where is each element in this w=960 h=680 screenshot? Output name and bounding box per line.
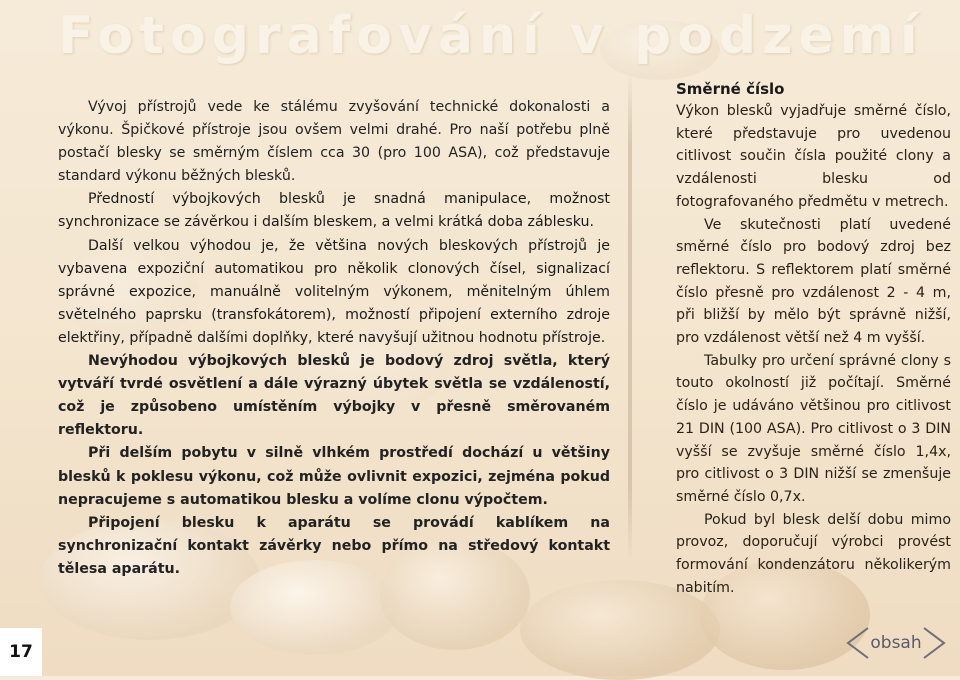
main-text-column [58,96,610,581]
paragraph: Další velkou výhodou je, že většina nových bleskových přístrojů je vybavena expoziční automatikou pro několik clonových čísel, signalizací správné expozice, manuálně volitelným výkonem, měnitelným úhlem světelného paprsku (transfokátorem), možností připojení externího zdroje elektřiny, případně dalšími doplňky, které navyšují užitnou hodnotu přístroje. [58,237,610,346]
sidebar-heading: Směrné číslo [676,80,785,98]
contents-nav-button[interactable] [842,626,950,660]
paragraph: Ve skutečnosti platí uvedené směrné číslo pro bodový zdroj bez reflektoru. S reflektorem platí směrné číslo přesně pro vzdálenost 2 - 4 m, při bližší by mělo být správně nižší, pro vzdálenost větší než 4 m vyšší. [676,216,951,347]
page-title: Fotografování v podzemí [58,6,924,66]
page-number: 17 [0,628,42,676]
paragraph: Pokud byl blesk delší dobu mimo provoz, doporučují výrobci provést formování kondenzátoru několikerým nabitím. [676,511,951,596]
paragraph: Nevýhodou výbojkových blesků je bodový zdroj světla, který vytváří tvrdé osvětlení a dále výrazný úbytek světla se vzdáleností, což je způsobeno umístěním výbojky v přesně směrovaném reflektoru. [58,353,610,439]
paragraph: Tabulky pro určení správné clony s touto okolností již počítají. Směrné číslo je udáváno většinou pro citlivost 21 DIN (100 ASA). Pro citlivost o 3 DIN vyšší se zvyšuje směrné číslo 1,4x, pro citlivost o 3 DIN nižší se zmenšuje směrné číslo 0,7x. [676,352,951,505]
paragraph: Vývoj přístrojů vede ke stálému zvyšování technické dokonalosti a výkonu. Špičkové přístroje jsou ovšem velmi drahé. Pro naší potřebu plně postačí blesky se směrným číslem cca 30 (pro 100 ASA), což představuje standard výkonu běžných blesků. [58,99,610,185]
paragraph: Připojení blesku k aparátu se provádí kablíkem na synchronizační kontakt závěrky nebo přímo na středový kontakt tělesa aparátu. [58,514,610,577]
paragraph: Předností výbojkových blesků je snadná manipulace, možnost synchronizace se závěrkou i dalším bleskem, a velmi krátká doba záblesku. [58,191,610,231]
column-divider [628,72,632,562]
sidebar-text-column [676,78,951,599]
paragraph: Výkon blesků vyjadřuje směrné číslo, které představuje pro uvedenou citlivost součin čísla použité clony a vzdálenosti blesku od fotografovaného předmětu v metrech. [676,103,951,210]
paragraph: Při delším pobytu v silně vlhkém prostředí dochází u většiny blesků k poklesu výkonu, což může ovlivnit expozici, zejména pokud nepracujeme s automatikou blesku a volíme clonu výpočtem. [58,445,610,508]
contents-nav-label: obsah [870,633,922,653]
